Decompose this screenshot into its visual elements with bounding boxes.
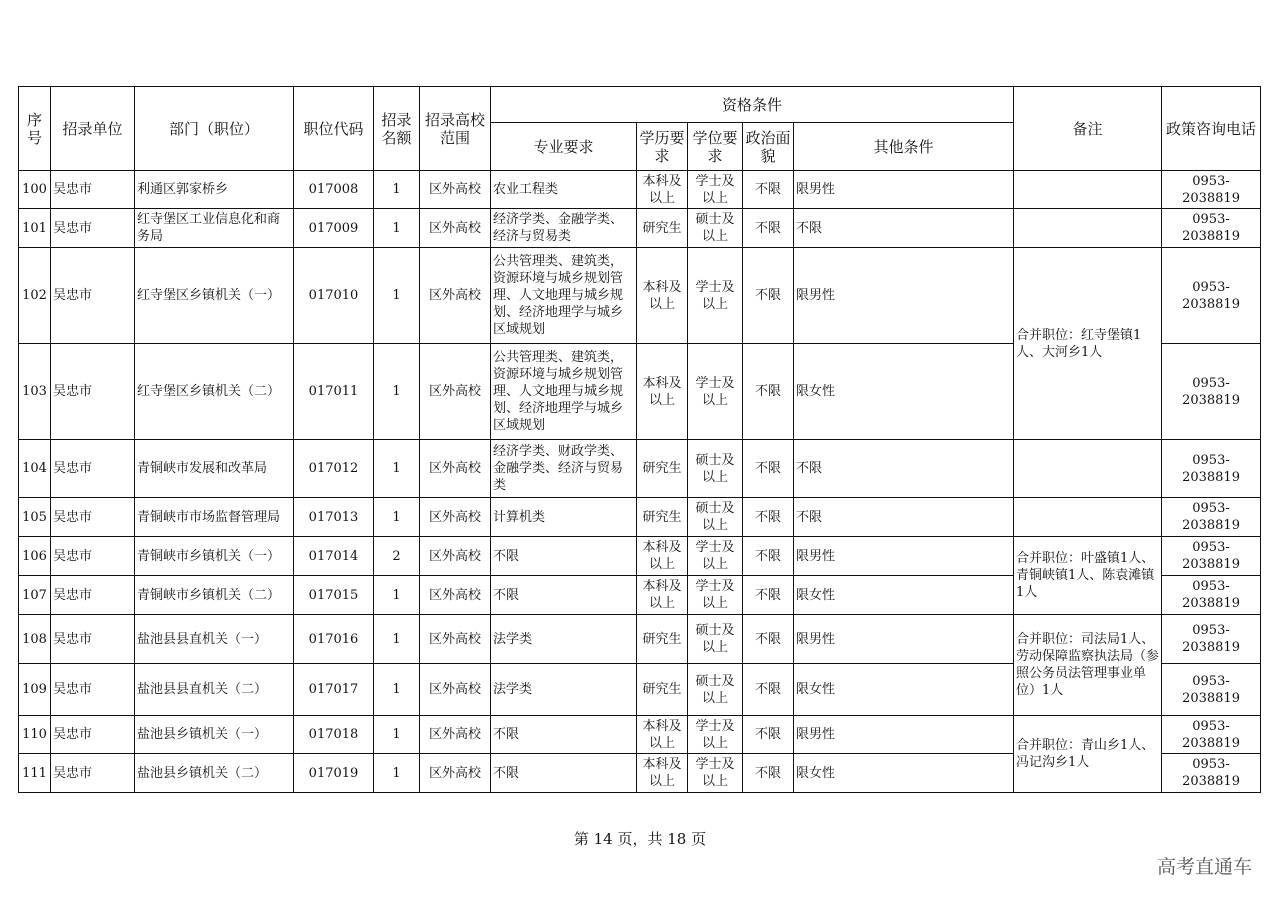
cell-major: 公共管理类、建筑类，资源环境与城乡规划管理、人文地理与城乡规划、经济地理学与城乡区域规划 — [491, 344, 637, 440]
cell-note: 合并职位：司法局1人、劳动保障监察执法局（参照公务员法管理事业单位）1人 — [1014, 615, 1162, 716]
cell-major: 经济学类、财政学类、金融学类、经济与贸易类 — [491, 440, 637, 498]
cell-politics: 不限 — [743, 576, 794, 615]
header-phone: 政策咨询电话 — [1162, 87, 1261, 171]
watermark: 高考直通车 — [1156, 856, 1252, 878]
cell-code: 017015 — [294, 576, 374, 615]
cell-seq: 107 — [19, 576, 51, 615]
cell-edu: 研究生 — [637, 615, 688, 664]
cell-politics: 不限 — [743, 440, 794, 498]
cell-politics: 不限 — [743, 664, 794, 716]
cell-seq: 105 — [19, 498, 51, 537]
cell-degree: 学士及以上 — [688, 248, 743, 344]
header-other: 其他条件 — [794, 123, 1014, 171]
cell-note — [1014, 209, 1162, 248]
cell-degree: 学士及以上 — [688, 171, 743, 209]
cell-note: 合并职位：叶盛镇1人、青铜峡镇1人、陈袁滩镇1人 — [1014, 537, 1162, 615]
cell-dept: 红寺堡区工业信息化和商务局 — [135, 209, 294, 248]
cell-phone: 0953-2038819 — [1162, 171, 1261, 209]
cell-scope: 区外高校 — [420, 209, 491, 248]
cell-code: 017010 — [294, 248, 374, 344]
cell-major: 农业工程类 — [491, 171, 637, 209]
cell-code: 017012 — [294, 440, 374, 498]
header-unit: 招录单位 — [51, 87, 135, 171]
header-seq: 序号 — [19, 87, 51, 171]
table-row — [19, 171, 1261, 209]
cell-seq: 100 — [19, 171, 51, 209]
cell-unit: 吴忠市 — [51, 248, 135, 344]
cell-note — [1014, 498, 1162, 537]
cell-dept: 盐池县县直机关（二） — [135, 664, 294, 716]
cell-major: 计算机类 — [491, 498, 637, 537]
header-code: 职位代码 — [294, 87, 374, 171]
cell-edu: 本科及以上 — [637, 171, 688, 209]
cell-edu: 本科及以上 — [637, 537, 688, 576]
cell-politics: 不限 — [743, 537, 794, 576]
cell-phone: 0953-2038819 — [1162, 754, 1261, 793]
cell-degree: 硕士及以上 — [688, 498, 743, 537]
table-row — [19, 440, 1261, 498]
header-note: 备注 — [1014, 87, 1162, 171]
table-row — [19, 209, 1261, 248]
page-number: 第 14 页，共 18 页 — [573, 830, 707, 848]
cell-scope: 区外高校 — [420, 344, 491, 440]
cell-degree: 学士及以上 — [688, 537, 743, 576]
cell-seq: 102 — [19, 248, 51, 344]
cell-unit: 吴忠市 — [51, 209, 135, 248]
cell-degree: 硕士及以上 — [688, 209, 743, 248]
cell-unit: 吴忠市 — [51, 344, 135, 440]
cell-scope: 区外高校 — [420, 754, 491, 793]
cell-seq: 106 — [19, 537, 51, 576]
cell-edu: 研究生 — [637, 498, 688, 537]
cell-edu: 研究生 — [637, 209, 688, 248]
cell-major: 法学类 — [491, 664, 637, 716]
cell-dept: 青铜峡市乡镇机关（二） — [135, 576, 294, 615]
cell-scope: 区外高校 — [420, 440, 491, 498]
cell-phone: 0953-2038819 — [1162, 664, 1261, 716]
cell-politics: 不限 — [743, 209, 794, 248]
cell-other: 不限 — [794, 498, 1014, 537]
cell-note — [1014, 440, 1162, 498]
cell-note — [1014, 171, 1162, 209]
cell-unit: 吴忠市 — [51, 537, 135, 576]
header-major: 专业要求 — [491, 123, 637, 171]
cell-scope: 区外高校 — [420, 248, 491, 344]
cell-edu: 本科及以上 — [637, 344, 688, 440]
cell-count: 1 — [374, 344, 420, 440]
cell-code: 017017 — [294, 664, 374, 716]
cell-major: 不限 — [491, 576, 637, 615]
cell-unit: 吴忠市 — [51, 615, 135, 664]
cell-dept: 青铜峡市市场监督管理局 — [135, 498, 294, 537]
cell-count: 1 — [374, 209, 420, 248]
table-row — [19, 716, 1261, 754]
cell-count: 1 — [374, 716, 420, 754]
cell-count: 1 — [374, 498, 420, 537]
cell-unit: 吴忠市 — [51, 664, 135, 716]
cell-scope: 区外高校 — [420, 537, 491, 576]
table-row — [19, 248, 1261, 344]
header-politics: 政治面貌 — [743, 123, 794, 171]
cell-note: 合并职位：红寺堡镇1人、大河乡1人 — [1014, 248, 1162, 440]
cell-code: 017019 — [294, 754, 374, 793]
cell-seq: 101 — [19, 209, 51, 248]
cell-count: 1 — [374, 440, 420, 498]
cell-major: 不限 — [491, 754, 637, 793]
cell-seq: 108 — [19, 615, 51, 664]
cell-dept: 青铜峡市乡镇机关（一） — [135, 537, 294, 576]
cell-count: 1 — [374, 248, 420, 344]
cell-edu: 本科及以上 — [637, 576, 688, 615]
cell-major: 不限 — [491, 537, 637, 576]
cell-major: 公共管理类、建筑类，资源环境与城乡规划管理、人文地理与城乡规划、经济地理学与城乡区域规划 — [491, 248, 637, 344]
cell-politics: 不限 — [743, 248, 794, 344]
cell-dept: 青铜峡市发展和改革局 — [135, 440, 294, 498]
cell-other: 限男性 — [794, 615, 1014, 664]
table-row — [19, 498, 1261, 537]
cell-code: 017014 — [294, 537, 374, 576]
cell-count: 1 — [374, 754, 420, 793]
cell-code: 017013 — [294, 498, 374, 537]
cell-edu: 研究生 — [637, 440, 688, 498]
cell-dept: 盐池县乡镇机关（二） — [135, 754, 294, 793]
cell-unit: 吴忠市 — [51, 171, 135, 209]
cell-scope: 区外高校 — [420, 615, 491, 664]
cell-unit: 吴忠市 — [51, 754, 135, 793]
cell-phone: 0953-2038819 — [1162, 537, 1261, 576]
cell-count: 1 — [374, 664, 420, 716]
cell-count: 2 — [374, 537, 420, 576]
cell-major: 法学类 — [491, 615, 637, 664]
header-scope: 招录高校范围 — [420, 87, 491, 171]
cell-unit: 吴忠市 — [51, 498, 135, 537]
cell-other: 不限 — [794, 209, 1014, 248]
cell-other: 限男性 — [794, 716, 1014, 754]
cell-unit: 吴忠市 — [51, 716, 135, 754]
cell-count: 1 — [374, 171, 420, 209]
cell-degree: 硕士及以上 — [688, 440, 743, 498]
cell-scope: 区外高校 — [420, 498, 491, 537]
cell-scope: 区外高校 — [420, 171, 491, 209]
cell-other: 限男性 — [794, 537, 1014, 576]
cell-phone: 0953-2038819 — [1162, 440, 1261, 498]
cell-phone: 0953-2038819 — [1162, 209, 1261, 248]
cell-other: 限男性 — [794, 248, 1014, 344]
cell-scope: 区外高校 — [420, 716, 491, 754]
cell-phone: 0953-2038819 — [1162, 248, 1261, 344]
cell-politics: 不限 — [743, 171, 794, 209]
cell-degree: 学士及以上 — [688, 344, 743, 440]
cell-other: 限女性 — [794, 664, 1014, 716]
cell-other: 限女性 — [794, 576, 1014, 615]
cell-politics: 不限 — [743, 716, 794, 754]
cell-dept: 红寺堡区乡镇机关（一） — [135, 248, 294, 344]
cell-other: 不限 — [794, 440, 1014, 498]
cell-degree: 学士及以上 — [688, 716, 743, 754]
cell-edu: 本科及以上 — [637, 716, 688, 754]
cell-edu: 研究生 — [637, 664, 688, 716]
cell-seq: 104 — [19, 440, 51, 498]
cell-phone: 0953-2038819 — [1162, 615, 1261, 664]
cell-note: 合并职位：青山乡1人、冯记沟乡1人 — [1014, 716, 1162, 793]
header-qualifications: 资格条件 — [491, 87, 1014, 123]
cell-code: 017016 — [294, 615, 374, 664]
cell-seq: 103 — [19, 344, 51, 440]
recruitment-table — [18, 86, 1261, 793]
cell-phone: 0953-2038819 — [1162, 576, 1261, 615]
cell-edu: 本科及以上 — [637, 754, 688, 793]
cell-major: 经济学类、金融学类、经济与贸易类 — [491, 209, 637, 248]
cell-edu: 本科及以上 — [637, 248, 688, 344]
cell-scope: 区外高校 — [420, 576, 491, 615]
cell-degree: 学士及以上 — [688, 754, 743, 793]
cell-code: 017011 — [294, 344, 374, 440]
cell-politics: 不限 — [743, 754, 794, 793]
cell-code: 017018 — [294, 716, 374, 754]
cell-unit: 吴忠市 — [51, 440, 135, 498]
cell-major: 不限 — [491, 716, 637, 754]
cell-seq: 111 — [19, 754, 51, 793]
cell-dept: 盐池县县直机关（一） — [135, 615, 294, 664]
cell-phone: 0953-2038819 — [1162, 498, 1261, 537]
cell-seq: 109 — [19, 664, 51, 716]
cell-unit: 吴忠市 — [51, 576, 135, 615]
cell-other: 限女性 — [794, 754, 1014, 793]
table-row — [19, 615, 1261, 664]
cell-count: 1 — [374, 576, 420, 615]
cell-degree: 硕士及以上 — [688, 664, 743, 716]
cell-other: 限女性 — [794, 344, 1014, 440]
cell-phone: 0953-2038819 — [1162, 716, 1261, 754]
cell-politics: 不限 — [743, 498, 794, 537]
cell-code: 017009 — [294, 209, 374, 248]
cell-politics: 不限 — [743, 344, 794, 440]
cell-seq: 110 — [19, 716, 51, 754]
cell-code: 017008 — [294, 171, 374, 209]
cell-count: 1 — [374, 615, 420, 664]
cell-dept: 红寺堡区乡镇机关（二） — [135, 344, 294, 440]
header-degree: 学位要求 — [688, 123, 743, 171]
cell-degree: 学士及以上 — [688, 576, 743, 615]
cell-other: 限男性 — [794, 171, 1014, 209]
header-count: 招录名额 — [374, 87, 420, 171]
cell-dept: 盐池县乡镇机关（一） — [135, 716, 294, 754]
cell-scope: 区外高校 — [420, 664, 491, 716]
header-dept: 部门（职位） — [135, 87, 294, 171]
cell-dept: 利通区郭家桥乡 — [135, 171, 294, 209]
cell-phone: 0953-2038819 — [1162, 344, 1261, 440]
header-edu: 学历要求 — [637, 123, 688, 171]
cell-degree: 硕士及以上 — [688, 615, 743, 664]
table-row — [19, 537, 1261, 576]
cell-politics: 不限 — [743, 615, 794, 664]
